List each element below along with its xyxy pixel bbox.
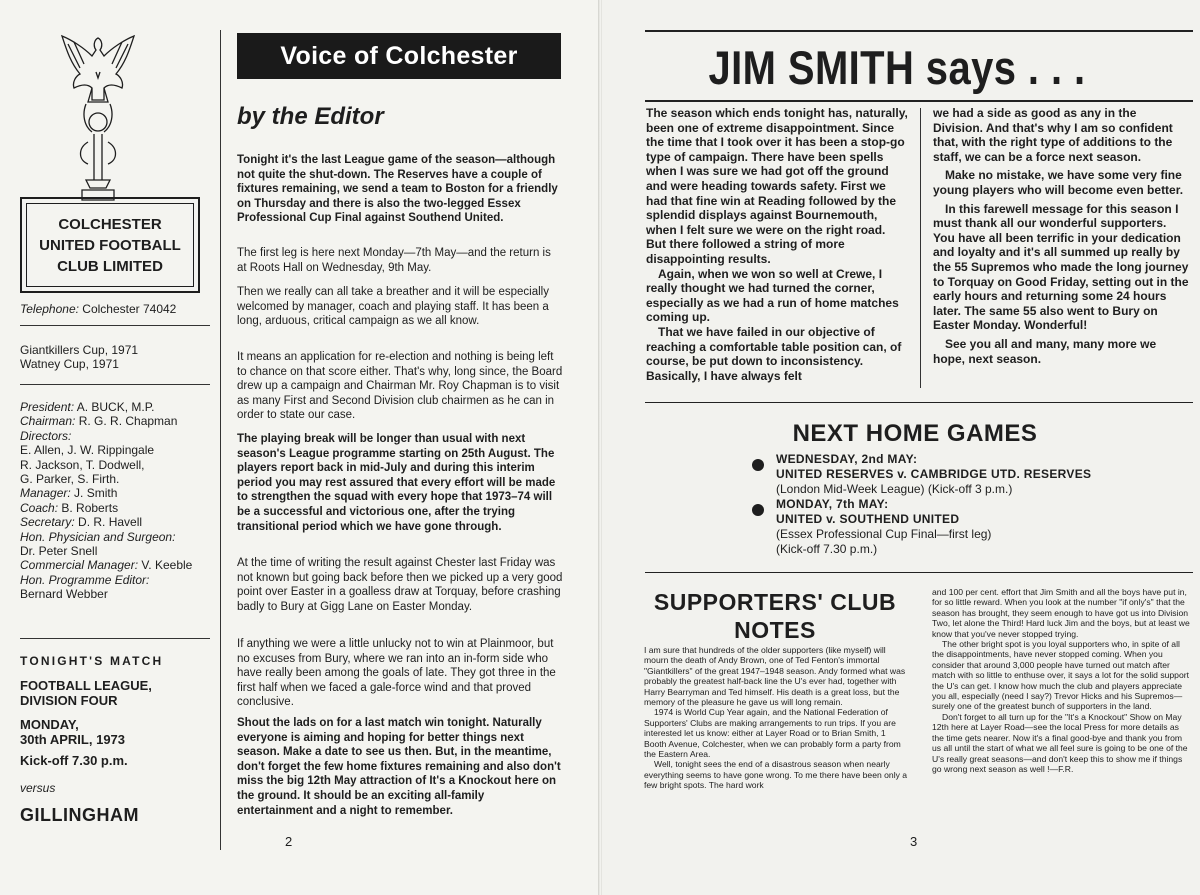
divider [645, 402, 1193, 403]
official-name: J. Smith [74, 486, 118, 501]
supporters-paragraph: 1974 is World Cup Year again, and the National Federation of Supporters' Clubs are making arrangements to run trips. If you are interested let us know: either at Layer Road or to Brian Smith, 1 Booth Avenue, Colchester, when we can probably form a party from the Eastern Area. [644, 707, 901, 760]
club-name-line-3: CLUB LIMITED [57, 257, 163, 275]
column-paragraph: That we have failed in our objective of reaching a comfortable table position can, of course, be put down to inconsistency. Basically, I have always felt [646, 324, 902, 383]
official-row [20, 501, 212, 515]
telephone-value: Colchester 74042 [82, 302, 177, 316]
honour-item: Watney Cup, 1971 [20, 357, 119, 372]
official-role: Hon. Programme Editor: [20, 572, 150, 587]
divider [20, 325, 210, 326]
supporters-column-1 [644, 645, 910, 791]
supporters-column-2 [932, 587, 1190, 774]
official-role: Directors: [20, 428, 72, 443]
article-paragraph: Shout the lads on for a last match win tonight. Naturally everyone is aiming and hoping for better things next season. Make a date to see us then. But, in the meantime, don't forget the few home fixtures remaining and also don't miss the big 12th May attraction of It's a Knockout here on the ground. It should be an exciting all-family entertainment and a night to remember. [237, 717, 561, 817]
supporters-paragraph: Don't forget to all turn up for the "It's a Knockout" Show on May 12th here at Layer Road—see the local Press for more details as the time gets nearer. Now it's a final good-bye and thank you from us all until the start of what we all feel sure is going to be one of the U's really great seasons—and don't keep this to show me if things go wrong next season as well !—F.R. [932, 711, 1188, 774]
official-name: Dr. Peter Snell [20, 544, 98, 559]
official-row [20, 414, 212, 428]
official-name: D. R. Havell [78, 515, 143, 530]
official-role: Commercial Manager: [20, 558, 139, 573]
officials-list [20, 400, 212, 602]
tonight-heading: TONIGHT'S MATCH [20, 654, 164, 668]
match-date-value: 30th APRIL, 1973 [20, 732, 126, 747]
column-paragraph: In this farewell message for this season I must thank all our wonderful supporters. You have all been terrific in your dedication and loyalty and it's all summed up really by the 55 Supremos who made the long journey to Torquay on Good Friday, setting out in the early hours and returning some 24 hours later. The same 55 also went to Bury on Easter Monday. Wonderful! [933, 201, 1189, 333]
official-row [20, 530, 212, 544]
game-details: (Essex Professional Cup Final—first leg) [776, 527, 992, 541]
article-paragraph: The playing break will be longer than usual with next season's League programme starting on 25th August. The players report back in mid-July and during this interim period you may rest assured that every effort will be made to strengthen the squad with every hope that 1973–74 will be a successful and victorious one, after the trying transitional period which we have gone through. [237, 433, 556, 533]
game-details: (London Mid-Week League) (Kick-off 3 p.m.) [776, 482, 1013, 496]
page-number: 3 [910, 834, 918, 849]
honour-item: Giantkillers Cup, 1971 [20, 343, 139, 357]
official-row [20, 443, 212, 457]
column-paragraph: See you all and many, many more we hope, next season. [933, 336, 1157, 366]
supporters-title-line: NOTES [734, 617, 816, 643]
official-name: A. BUCK, M.P. [76, 400, 155, 414]
supporters-paragraph: I am sure that hundreds of the older supporters (like myself) will mourn the death of Andy Brown, one of Ted Fenton's immortal "Giantkillers" of the great 1947–1948 season. Andy formed what was probably the greatest half-back line the U's ever had, together with Harry Bearryman and Ted himself. His death is a great loss, but the memory of the pleasure he gave us will long remain. [644, 645, 906, 708]
official-name: R. G. R. Chapman [78, 414, 178, 429]
game-date: MONDAY, 7th MAY: [776, 497, 889, 511]
kickoff: Kick-off 7.30 p.m. [20, 753, 128, 768]
official-role: Coach: [20, 500, 59, 515]
opponent: GILLINGHAM [20, 805, 139, 825]
headline-rule [645, 100, 1193, 102]
column-rule [220, 30, 221, 850]
next-home-games-title: NEXT HOME GAMES [792, 420, 1038, 447]
official-role: Manager: [20, 486, 71, 501]
game-details: (Kick-off 7.30 p.m.) [776, 542, 878, 556]
column-paragraph: The season which ends tonight has, naturally, been one of extreme disappointment. Since the time that I took over it has been a stop-go type of campaign. There have been spells when I was sure we had got off the ground and were heading towards safety. First we had that fine win at Reading followed by the splendid displays against Bournemouth, when I felt sure we were on the right road. But there followed a string of more disappointing results. [646, 106, 908, 266]
competition [20, 678, 212, 708]
article-paragraph: Tonight it's the last League game of the season—although not quite the shut-down. The Reserves have a couple of fixtures remaining, we send a team to Boston for a friendly on Thursday and there is also the two-legged Essex Professional Cup Final against Southend United. [237, 154, 558, 225]
honours-list [20, 343, 212, 372]
official-row [20, 486, 212, 500]
jim-smith-column-2 [933, 106, 1189, 366]
headline: JIM SMITH says . . . [708, 41, 1086, 94]
competition-line: FOOTBALL LEAGUE, [20, 678, 152, 693]
supporters-club-title [630, 588, 920, 644]
column-paragraph: Make no mistake, we have some very fine young players who will become even better. [933, 168, 1184, 197]
official-role: Chairman: [20, 414, 76, 429]
article-paragraph: The first leg is here next Monday—7th May—and the return is at Roots Hall on Wednesday, 9th May. [237, 247, 551, 274]
official-row [20, 472, 212, 486]
next-game-1 [776, 452, 1196, 497]
match-day: MONDAY, [20, 717, 79, 732]
article-paragraph: Then we really can all take a breather and it will be especially welcomed by manager, coach and playing staff. It has been a long, arduous, critical campaign as we all know. [237, 286, 549, 328]
section-title: Voice of Colchester [237, 33, 561, 79]
club-name-line-2: UNITED FOOTBALL [39, 236, 181, 254]
column-paragraph: we had a side as good as any in the Division. And that's why I am so confident that, with the right type of additions to the staff, we can be a force next season. [933, 106, 1173, 164]
official-role: Secretary: [20, 515, 75, 530]
game-match: UNITED v. SOUTHEND UNITED [776, 512, 960, 526]
official-role: President: [20, 400, 75, 414]
divider [645, 572, 1193, 573]
top-rule [645, 30, 1193, 32]
article-paragraph: It means an application for re-election and nothing is being left to chance on that score either. That's why, long since, the Board drew up a campaign and Chairman Mr. Roy Chapman is to visit as many First and Second Division club chairmen as he can in order to state our case. [237, 351, 563, 422]
official-name: R. Jackson, T. Dodwell, [20, 457, 145, 472]
game-match: UNITED RESERVES v. CAMBRIDGE UTD. RESERVES [776, 467, 1092, 481]
bullet-icon [752, 459, 764, 471]
official-row [20, 558, 212, 572]
game-date: WEDNESDAY, 2nd MAY: [776, 452, 918, 466]
article-paragraph: If anything we were a little unlucky not to win at Plainmoor, but no excuses from Bury, where we ran into an in-form side who have really been among the goals of late. They got three in the first half when we faced a gale-force wind and that proved conclusive. [237, 638, 556, 709]
official-row [20, 400, 212, 414]
byline: by the Editor [237, 103, 384, 130]
eagle-crest-icon [58, 30, 138, 205]
supporters-paragraph: The other bright spot is you loyal supporters who, in spite of all the disappointments, have never stopped coming. When you consider that around 3,000 people have turned out match after match with so little to enthuse over, it says a lot for the solid support the U's can get. I know how much the club and players appreciate you all, especially (need I say?) Trevor Hicks and his Supremos—surely one of the greatest bunch of supporters in the land. [932, 639, 1189, 712]
official-row [20, 573, 212, 587]
page-number: 2 [285, 834, 293, 849]
next-game-2 [776, 497, 1196, 557]
supporters-paragraph: Well, tonight sees the end of a disastrous season when nearly everything seems to have gone wrong. To me there have been only a few bright spots. The hard work [644, 759, 908, 791]
official-name: V. Keeble [141, 558, 193, 573]
right-page [600, 0, 1200, 895]
versus: versus [20, 781, 56, 795]
jim-smith-column-1 [646, 106, 908, 383]
official-name: B. Roberts [61, 500, 119, 515]
official-row [20, 544, 212, 558]
telephone-label: Telephone: [20, 302, 79, 316]
article-paragraph: At the time of writing the result against Chester last Friday was not known but going back before then we picked up a very good point over Easter in a goalless draw at Torquay, before crashing badly to Bury at Gigg Lane on Easter Monday. [237, 557, 563, 613]
supporters-title-line: SUPPORTERS' CLUB [653, 589, 897, 615]
page-spine [598, 0, 602, 895]
official-row [20, 458, 212, 472]
column-paragraph: Again, when we won so well at Crewe, I really thought we had turned the corner, especially as we had a run of home matches coming up. [646, 266, 899, 325]
official-row [20, 429, 212, 443]
official-row [20, 515, 212, 529]
official-name: Bernard Webber [20, 587, 108, 602]
telephone [20, 302, 212, 316]
official-row [20, 587, 212, 601]
competition-line: DIVISION FOUR [20, 693, 118, 708]
bullet-icon [752, 504, 764, 516]
supporters-paragraph: and 100 per cent. effort that Jim Smith and all the boys have put in, for so little reward. When you look at the number "if only's" that the season has brought, they seem enough to have got us into Division Two, let alone the Third! Hard luck Jim and the boys, but at least we know that you've never stopped trying. [932, 587, 1190, 639]
official-name: E. Allen, J. W. Rippingale [20, 443, 155, 458]
official-name: G. Parker, S. Firth. [20, 472, 120, 487]
official-role: Hon. Physician and Surgeon: [20, 529, 176, 544]
column-rule [920, 108, 921, 388]
club-name-line-1: COLCHESTER [58, 215, 162, 233]
divider [20, 638, 210, 639]
match-date [20, 717, 212, 747]
divider [20, 384, 210, 385]
club-name-box [20, 197, 200, 293]
